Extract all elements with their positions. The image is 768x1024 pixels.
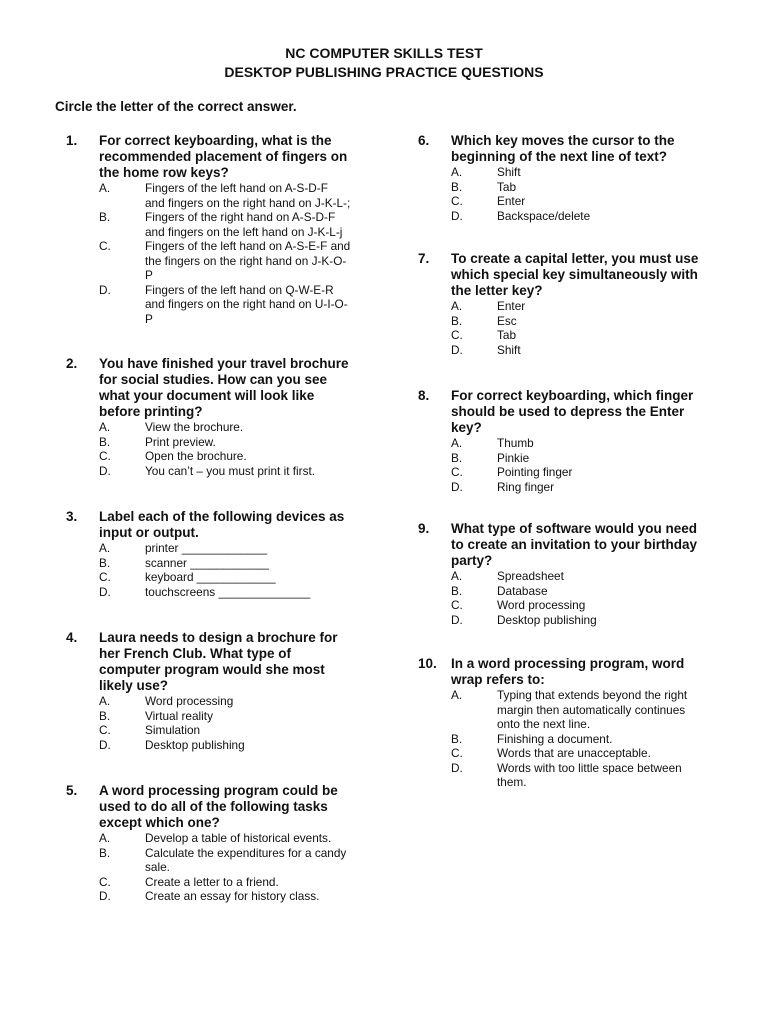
option-text: Pointing finger [497, 465, 573, 479]
option-letter: A. [99, 541, 111, 555]
option-text: View the brochure. [145, 420, 244, 434]
answer-option[interactable] [99, 709, 366, 724]
question-number: 10. [418, 656, 437, 671]
option-letter: B. [99, 555, 111, 570]
option-text: Tab [497, 328, 517, 342]
answer-option[interactable] [451, 314, 718, 329]
option-text: Word processing [497, 598, 586, 612]
option-text: Thumb [497, 436, 534, 450]
option-text: Calculate the expenditures for a candy sale. [145, 845, 347, 874]
question-number: 4. [66, 630, 78, 645]
answer-option[interactable] [451, 165, 718, 180]
answer-option[interactable] [451, 343, 718, 358]
answer-option[interactable] [99, 283, 366, 327]
question-2 [66, 356, 366, 478]
option-text: You can’t – you must print it first. [145, 463, 316, 478]
question-text: A word processing program could be used to do all of the following tasks except which one? [99, 783, 338, 830]
answer-option[interactable] [99, 723, 366, 738]
option-text: Shift [497, 165, 521, 179]
option-letter: C. [99, 570, 111, 584]
option-letter: C. [451, 598, 463, 612]
answer-option[interactable] [451, 688, 718, 732]
answer-option[interactable] [451, 451, 718, 466]
option-text: Ring finger [497, 479, 555, 494]
option-text: Typing that extends beyond the right margin then automatically continues onto the next line. [497, 688, 688, 731]
option-letter: A. [451, 299, 463, 313]
option-letter: B. [99, 708, 111, 723]
option-text: Finishing a document. [497, 731, 613, 746]
answer-option[interactable] [451, 194, 718, 209]
option-text: printer _____________ [145, 541, 268, 555]
question-number: 6. [418, 133, 430, 148]
option-letter: D. [451, 760, 463, 775]
question-text: What type of software would you need to create an invitation to your birthday party? [451, 521, 698, 568]
option-letter: D. [99, 584, 111, 599]
answer-option[interactable] [99, 738, 366, 753]
option-letter: C. [99, 723, 111, 737]
answer-option[interactable] [451, 613, 718, 628]
answer-option[interactable] [451, 180, 718, 195]
option-letter: A. [451, 436, 463, 450]
answer-option[interactable] [99, 210, 366, 239]
option-text: touchscreens ______________ [145, 584, 311, 599]
option-letter: B. [451, 450, 463, 465]
answer-option[interactable] [99, 889, 366, 904]
answer-option[interactable] [451, 480, 718, 495]
option-text: Pinkie [497, 450, 530, 465]
answer-option[interactable] [451, 299, 718, 314]
option-text: Simulation [145, 723, 201, 737]
question-7 [418, 251, 718, 357]
question-text: Laura needs to design a brochure for her French Club. What type of computer program would she most likely use? [99, 630, 338, 693]
option-letter: A. [451, 165, 463, 179]
option-letter: A. [99, 181, 111, 195]
answer-option[interactable] [99, 449, 366, 464]
option-text: Words with too little space between them. [497, 760, 682, 789]
option-letter: B. [451, 583, 463, 598]
option-text: Fingers of the left hand on Q-W-E-R and fingers on the right hand on U-I-O- P [145, 282, 348, 326]
option-letter: C. [451, 746, 463, 760]
question-1 [66, 133, 366, 326]
answer-option[interactable] [99, 420, 366, 435]
document-title: NC COMPUTER SKILLS TEST [285, 45, 483, 61]
option-letter: A. [99, 694, 111, 708]
question-text: In a word processing program, word wrap refers to: [451, 656, 685, 687]
question-text: Label each of the following devices as input or output. [99, 509, 345, 540]
option-text: Create an essay for history class. [145, 889, 320, 903]
option-text: Shift [497, 342, 521, 357]
option-text: keyboard ____________ [145, 570, 276, 584]
question-8 [418, 388, 718, 494]
option-text: Database [497, 583, 548, 598]
option-letter: B. [99, 434, 111, 449]
option-text: Create a letter to a friend. [145, 874, 279, 889]
question-number: 2. [66, 356, 78, 371]
option-letter: C. [451, 194, 463, 208]
document-subtitle: DESKTOP PUBLISHING PRACTICE QUESTIONS [224, 64, 544, 80]
option-text: Enter [497, 299, 526, 313]
option-text: Spreadsheet [497, 569, 564, 583]
question-3 [66, 509, 366, 599]
option-letter: B. [451, 179, 463, 194]
question-number: 7. [418, 251, 430, 266]
option-letter: C. [99, 449, 111, 463]
option-letter: D. [451, 479, 463, 494]
question-4 [66, 630, 366, 752]
option-text: Fingers of the right hand on A-S-D-F and fingers on the left hand on J-K-L-j [145, 210, 343, 239]
answer-option[interactable] [99, 875, 366, 890]
answer-option[interactable] [451, 436, 718, 451]
option-letter: C. [451, 465, 463, 479]
option-letter: A. [99, 420, 111, 434]
answer-option[interactable] [451, 584, 718, 599]
option-letter: B. [451, 731, 463, 746]
option-text: Fingers of the left hand on A-S-E-F and the fingers on the right hand on J-K-O- P [145, 239, 351, 282]
answer-option[interactable] [451, 761, 718, 790]
answer-option[interactable] [99, 181, 366, 210]
answer-option[interactable] [451, 209, 718, 224]
answer-option[interactable] [451, 465, 718, 480]
answer-option[interactable] [451, 569, 718, 584]
option-text: Words that are unacceptable. [497, 746, 651, 760]
answer-option[interactable] [99, 694, 366, 709]
option-text: Virtual reality [145, 708, 213, 723]
option-letter: A. [99, 831, 111, 845]
option-text: Open the brochure. [145, 449, 247, 463]
option-letter: C. [99, 239, 111, 253]
question-10 [418, 656, 718, 790]
option-text: Enter [497, 194, 526, 208]
answer-option[interactable] [99, 435, 366, 450]
option-letter: D. [99, 463, 111, 478]
option-letter: B. [99, 845, 111, 860]
answer-option[interactable] [451, 598, 718, 613]
option-letter: A. [451, 569, 463, 583]
option-text: Word processing [145, 694, 234, 708]
option-letter: A. [451, 688, 463, 702]
option-letter: B. [99, 210, 111, 224]
question-number: 3. [66, 509, 78, 524]
question-number: 5. [66, 783, 78, 798]
option-text: Desktop publishing [497, 612, 597, 627]
answer-option[interactable] [99, 541, 366, 556]
answer-option[interactable] [99, 831, 366, 846]
answer-option[interactable] [99, 239, 366, 283]
option-letter: D. [99, 889, 111, 903]
question-text: For correct keyboarding, which finger should be used to depress the Enter key? [451, 388, 694, 435]
question-text: For correct keyboarding, what is the recommended placement of fingers on the home row keys? [99, 133, 348, 180]
question-number: 9. [418, 521, 430, 536]
answer-option[interactable] [99, 556, 366, 571]
option-text: Tab [497, 179, 517, 194]
option-letter: D. [451, 208, 463, 223]
option-text: Esc [497, 313, 517, 328]
answer-option[interactable] [99, 585, 366, 600]
question-text: You have finished your travel brochure for social studies. How can you see what your document will look like before printing? [99, 356, 349, 419]
question-number: 8. [418, 388, 430, 403]
option-letter: D. [99, 737, 111, 752]
option-letter: D. [451, 612, 463, 627]
answer-option[interactable] [451, 746, 718, 761]
option-letter: D. [99, 282, 111, 297]
option-text: Backspace/delete [497, 208, 591, 223]
answer-option[interactable] [99, 846, 366, 875]
option-letter: C. [99, 874, 111, 889]
option-text: Print preview. [145, 434, 216, 449]
question-text: To create a capital letter, you must use which special key simultaneously with the letter key? [451, 251, 699, 298]
instructions: Circle the letter of the correct answer. [55, 99, 297, 114]
answer-option[interactable] [99, 570, 366, 585]
answer-option[interactable] [99, 464, 366, 479]
option-text: scanner ____________ [145, 555, 269, 570]
option-text: Develop a table of historical events. [145, 831, 332, 845]
option-text: Fingers of the left hand on A-S-D-F and fingers on the right hand on J-K-L-; [145, 181, 351, 210]
question-text: Which key moves the cursor to the beginning of the next line of text? [451, 133, 675, 164]
question-5 [66, 783, 366, 904]
option-letter: D. [451, 342, 463, 357]
option-letter: C. [451, 328, 463, 342]
answer-option[interactable] [451, 732, 718, 747]
option-letter: B. [451, 313, 463, 328]
question-6 [418, 133, 718, 223]
question-number: 1. [66, 133, 78, 148]
question-9 [418, 521, 718, 627]
option-text: Desktop publishing [145, 737, 245, 752]
answer-option[interactable] [451, 328, 718, 343]
